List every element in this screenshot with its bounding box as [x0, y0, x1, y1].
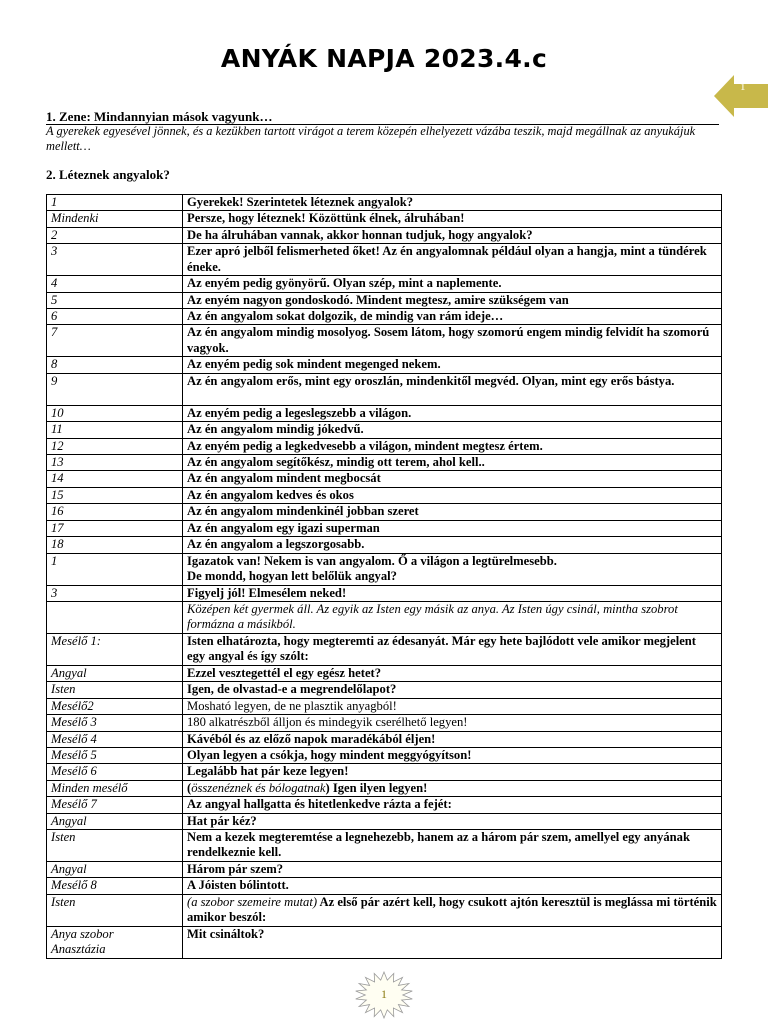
speaker-cell	[47, 601, 183, 633]
line-cell: Az én angyalom segítőkész, mindig ott terem, ahol kell..	[183, 455, 722, 471]
script-row	[47, 227, 722, 243]
line-cell: A Jóisten bólintott.	[183, 878, 722, 894]
speaker-cell: Anya szobor Anasztázia	[47, 926, 183, 958]
line-cell: Középen két gyermek áll. Az egyik az Isten egy másik az anya. Az Isten úgy csinál, mintha szobrot formázna a másikból.	[183, 601, 722, 633]
speaker-cell: Isten	[47, 894, 183, 926]
speaker-cell: Mesélő 3	[47, 715, 183, 731]
stage-direction: (a szobor szemeire mutat)	[187, 894, 318, 909]
speaker-cell: 1	[47, 553, 183, 585]
speaker-cell: 17	[47, 520, 183, 536]
script-row	[47, 829, 722, 861]
speaker-cell: 3	[47, 585, 183, 601]
speaker-cell: 7	[47, 325, 183, 357]
line-cell	[183, 894, 722, 926]
line-cell: Legalább hat pár keze legyen!	[183, 764, 722, 780]
script-row	[47, 797, 722, 813]
speaker-cell: Minden mesélő	[47, 780, 183, 796]
line-cell: Az enyém pedig a legeslegszebb a világon.	[183, 405, 722, 421]
script-row	[47, 682, 722, 698]
speaker-cell: Mesélő 4	[47, 731, 183, 747]
line-cell: Az én angyalom mindenkinél jobban szeret	[183, 504, 722, 520]
line-text: Az első pár azért kell, hogy csukott ajtón keresztül is meglássa mi történik amikor beszól:	[187, 894, 717, 925]
script-row	[47, 553, 722, 585]
line-cell: Persze, hogy léteznek! Közöttünk élnek, álruhában!	[183, 211, 722, 227]
line-cell: Az enyém pedig gyönyörű. Olyan szép, mint a naplemente.	[183, 276, 722, 292]
page-number-badge	[352, 971, 416, 1019]
script-row	[47, 747, 722, 763]
line-cell: Az én angyalom kedves és okos	[183, 487, 722, 503]
line-cell: Hat pár kéz?	[183, 813, 722, 829]
speaker-cell: 2	[47, 227, 183, 243]
script-row	[47, 537, 722, 553]
speaker-cell: Angyal	[47, 861, 183, 877]
script-row	[47, 698, 722, 714]
script-row	[47, 325, 722, 357]
script-row	[47, 780, 722, 796]
line-cell: Az én angyalom sokat dolgozik, de mindig van rám ideje…	[183, 309, 722, 325]
script-row	[47, 422, 722, 438]
speaker-cell: Mesélő 7	[47, 797, 183, 813]
speaker-cell: 1	[47, 195, 183, 211]
script-row	[47, 633, 722, 665]
speaker-cell: 3	[47, 244, 183, 276]
script-row	[47, 405, 722, 421]
speaker-cell: 6	[47, 309, 183, 325]
speaker-cell: 14	[47, 471, 183, 487]
page-number: 1	[381, 987, 387, 1001]
script-row	[47, 665, 722, 681]
line-cell: Az enyém nagyon gondoskodó. Mindent megtesz, amire szükségem van	[183, 292, 722, 308]
script-row	[47, 861, 722, 877]
script-row	[47, 373, 722, 405]
speaker-cell: 15	[47, 487, 183, 503]
line-cell: Gyerekek! Szerintetek léteznek angyalok?	[183, 195, 722, 211]
speaker-cell: 9	[47, 373, 183, 405]
section-1-heading: 1. Zene: Mindannyian mások vagyunk…	[46, 110, 719, 125]
speaker-cell: Mesélő2	[47, 698, 183, 714]
speaker-cell: 5	[47, 292, 183, 308]
script-row	[47, 601, 722, 633]
speaker-cell: Mesélő 1:	[47, 633, 183, 665]
line-cell: Az én angyalom egy igazi superman	[183, 520, 722, 536]
line-cell: (összenéznek és bólogatnak) Igen ilyen legyen!	[183, 780, 722, 796]
line-cell: Az enyém pedig sok mindent megenged nekem.	[183, 357, 722, 373]
script-row	[47, 244, 722, 276]
line-cell: Az én angyalom erős, mint egy oroszlán, mindenkitől megvéd. Olyan, mint egy erős bástya.	[183, 373, 722, 405]
script-table-body	[47, 195, 722, 959]
line-cell: Mit csináltok?	[183, 926, 722, 958]
line-cell: Olyan legyen a csókja, hogy mindent meggyógyítson!	[183, 747, 722, 763]
script-row	[47, 520, 722, 536]
script-row	[47, 487, 722, 503]
script-row	[47, 276, 722, 292]
script-row	[47, 926, 722, 958]
speaker-cell: Mindenki	[47, 211, 183, 227]
line-cell: Isten elhatározta, hogy megteremti az édesanyát. Már egy hete bajlódott vele amikor megjelent egy angyal és így szólt:	[183, 633, 722, 665]
speaker-cell: 8	[47, 357, 183, 373]
script-row	[47, 504, 722, 520]
script-row	[47, 471, 722, 487]
script-row	[47, 715, 722, 731]
speaker-cell: 16	[47, 504, 183, 520]
speaker-cell: Isten	[47, 682, 183, 698]
script-row	[47, 455, 722, 471]
line-cell: Igen, de olvastad-e a megrendelőlapot?	[183, 682, 722, 698]
script-row	[47, 438, 722, 454]
speaker-cell: 18	[47, 537, 183, 553]
script-row	[47, 309, 722, 325]
speaker-cell: Mesélő 6	[47, 764, 183, 780]
back-arrow-button[interactable]	[714, 75, 768, 117]
line-cell: Nem a kezek megteremtése a legnehezebb, hanem az a három pár szem, amellyel egy anyának rendelkeznie kell.	[183, 829, 722, 861]
line-cell: Ezer apró jelből felismerheted őket! Az én angyalomnak például olyan a hangja, mint a tündérek éneke.	[183, 244, 722, 276]
line-cell: Az én angyalom mindig mosolyog. Sosem látom, hogy szomorú engem mindig felvidít ha szomorú vagyok.	[183, 325, 722, 357]
script-row	[47, 292, 722, 308]
section-2-heading: 2. Léteznek angyalok?	[46, 167, 170, 182]
script-row	[47, 764, 722, 780]
page-title: ANYÁK NAPJA 2023.4.c	[220, 44, 548, 73]
speaker-cell: Mesélő 8	[47, 878, 183, 894]
script-row	[47, 357, 722, 373]
speaker-cell: 10	[47, 405, 183, 421]
line-cell: Kávéból és az előző napok maradékából éljen!	[183, 731, 722, 747]
line-cell: Az én angyalom mindig jókedvű.	[183, 422, 722, 438]
stage-direction: összenéznek és bólogatnak	[191, 780, 326, 795]
line-cell: Három pár szem?	[183, 861, 722, 877]
line-cell: Az angyal hallgatta és hitetlenkedve rázta a fejét:	[183, 797, 722, 813]
script-row	[47, 813, 722, 829]
section-1-stage-direction: A gyerekek egyesével jönnek, és a kezükben tartott virágot a terem közepén elhelyezett vázába teszik, majd megállnak az anyukájuk mellett…	[46, 124, 696, 153]
line-cell: 180 alkatrészből álljon és mindegyik cserélhető legyen!	[183, 715, 722, 731]
script-table	[46, 194, 722, 959]
speaker-cell: Angyal	[47, 813, 183, 829]
speaker-cell: 13	[47, 455, 183, 471]
script-row	[47, 211, 722, 227]
script-row	[47, 195, 722, 211]
speaker-cell: Mesélő 5	[47, 747, 183, 763]
line-cell: De ha álruhában vannak, akkor honnan tudjuk, hogy angyalok?	[183, 227, 722, 243]
line-cell: Igazatok van! Nekem is van angyalom. Ő a világon a legtürelmesebb. De mondd, hogyan lett belőlük angyal?	[183, 553, 722, 585]
line-cell: Az én angyalom a legszorgosabb.	[183, 537, 722, 553]
script-row	[47, 731, 722, 747]
script-row	[47, 585, 722, 601]
speaker-cell: 12	[47, 438, 183, 454]
back-arrow-label: 1	[740, 81, 746, 93]
speaker-cell: Angyal	[47, 665, 183, 681]
line-cell: Az én angyalom mindent megbocsát	[183, 471, 722, 487]
line-cell: Ezzel vesztegettél el egy egész hetet?	[183, 665, 722, 681]
speaker-cell: 4	[47, 276, 183, 292]
script-row	[47, 894, 722, 926]
line-cell: Mosható legyen, de ne plasztik anyagból!	[183, 698, 722, 714]
line-text: Igen ilyen legyen!	[332, 780, 428, 795]
script-row	[47, 878, 722, 894]
line-cell: Az enyém pedig a legkedvesebb a világon, mindent megtesz értem.	[183, 438, 722, 454]
speaker-cell: 11	[47, 422, 183, 438]
line-cell: Figyelj jól! Elmesélem neked!	[183, 585, 722, 601]
speaker-cell: Isten	[47, 829, 183, 861]
